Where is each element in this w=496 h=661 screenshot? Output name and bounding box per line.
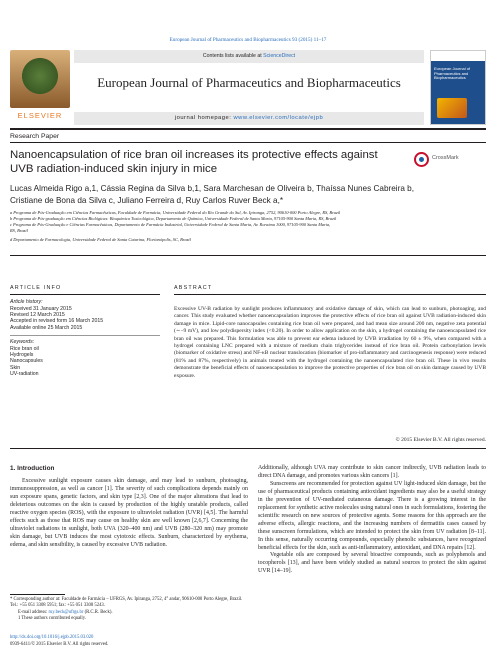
crossmark-icon xyxy=(414,152,429,167)
email-line: E-mail address: ruy.beck@ufrgs.br (R.C.R. Beck). xyxy=(18,610,113,615)
elsevier-tree-icon xyxy=(10,50,70,108)
intro-paragraph: Additionally, although UVA may contribute to skin cancer indirectly, UVB radiation leads to direct DNA damage, and promotes various skin cancers [1]. xyxy=(258,465,486,479)
history-received: Received 31 January 2015 xyxy=(10,306,72,312)
abstract-copyright: © 2015 Elsevier B.V. All rights reserved. xyxy=(395,437,486,443)
publisher-name: ELSEVIER xyxy=(17,111,63,120)
affiliation-b: b Programa de Pós-graduação em Ciências Biológicas: Bioquímica Toxicológica, Departamento de Química, Universidade Federal de Santa Maria, 97105-900 Santa Maria, RS, Brazil xyxy=(10,216,337,221)
affiliation-c-cont: RS, Brazil xyxy=(10,228,28,233)
keyword: Hydrogels xyxy=(10,352,34,359)
type-rule xyxy=(10,142,486,143)
keyword: Nanocapsules xyxy=(10,358,43,365)
journal-cover xyxy=(430,50,486,125)
cover-image xyxy=(437,98,467,118)
intro-right-column xyxy=(258,465,486,576)
abstract-text: Excessive UV-B radiation by sunlight produces inflammatory and oxidative damage of skin, which can lead to sunburn, photoaging, and cancer. This study evaluated whether nanoencapsulation improves the protective effects of rice bran oil against UVB radiation-induced skin damage in mice. Lipid-core nanocapsules containing rice bran oil were prepared, and had mean size around 200 nm, negative zeta potential (∼−9 mV), and low polydispersity index (<0.20). In order to allow application on the skin, a hydrogel containing the nanoencapsulated rice bran oil was prepared. This formulation was able to prevent ear edema induced by UVB irradiation by 60 ± 9%, when compared with a hydrogel containing LNC prepared with a mixture of medium chain triglycerides instead of rice bran oil. Protein carbonylation levels (biomarker of oxidative stress) and NF-κB nuclear translocation (biomarker of pro-inflammatory and carcinogenesis response) were reduced (81% and 87%, respectively) in animals treated with the hydrogel containing the nanoencapsulated rice bran oil. These in vivo results demonstrate the beneficial effects of nanoencapsulation to improve the protective properties of rice bran oil on skin damage caused by UVB exposure. xyxy=(174,306,486,379)
homepage-bar xyxy=(74,112,424,125)
journal-citation[interactable]: European Journal of Pharmaceutics and Biopharmaceutics 93 (2015) 11–17 xyxy=(169,37,327,43)
article-info-heading: ARTICLE INFO xyxy=(10,285,62,291)
keyword: Rice bran oil xyxy=(10,346,39,352)
history-accepted: Accepted in revised form 16 March 2015 xyxy=(10,318,104,325)
keywords-label: Keywords: xyxy=(10,339,35,345)
footnotes xyxy=(10,597,248,622)
masthead xyxy=(10,50,486,125)
sciencedirect-link[interactable]: ScienceDirect xyxy=(263,53,296,59)
journal-title: European Journal of Pharmaceutics and Biopharmaceutics xyxy=(97,75,401,90)
history-online: Available online 25 March 2015 xyxy=(10,324,83,331)
intro-paragraph: Vegetable oils are composed by several bioactive compounds, such as polyphenols and tocopherols [13], and have been widely studied as natural sources to protect the skin against UVR [14–19]. xyxy=(258,552,486,575)
abstract-heading: ABSTRACT xyxy=(174,285,213,291)
doi-link[interactable]: http://dx.doi.org/10.1016/j.ejpb.2015.03.020 xyxy=(10,635,94,640)
article-title: Nanoencapsulation of rice bran oil increases its protective effects against UVB radiation-induced skin injury in mice xyxy=(10,149,378,175)
authors-line-1: Lucas Almeida Rigo a,1, Cássia Regina da Silva b,1, Sara Marchesan de Oliveira b, Thaíssa Nunes Cabreira b, xyxy=(10,184,414,193)
footnote-rule xyxy=(10,594,65,595)
intro-heading: 1. Introduction xyxy=(10,465,55,472)
article-info-rule xyxy=(10,294,160,295)
contents-prefix: Contents lists available at xyxy=(202,53,264,59)
cover-title: European Journal of Pharmaceutics and Biopharmaceutics xyxy=(434,66,471,81)
article-history xyxy=(10,306,165,331)
keyword: UV-radiation xyxy=(10,370,39,377)
homepage-link[interactable]: www.elsevier.com/locate/ejpb xyxy=(233,115,324,121)
affiliation-d: d Departamento de Farmacologia, Universidade Federal de Santa Catarina, Florianópolis, SC, Brazil xyxy=(10,237,191,242)
corresponding-author-note: * Corresponding author at: Faculdade de Farmácia – UFRGS, Av. Ipiranga, 2752, 4° andar, 90610-000 Porto Alegre, Brazil. Tel.: +55 051 3308 5951; fax: +55 051 3308 5243. xyxy=(10,597,243,608)
author-list xyxy=(10,183,486,207)
masthead-center xyxy=(74,50,424,125)
article-history-label: Article history: xyxy=(10,299,43,305)
article-type: Research Paper xyxy=(10,133,60,140)
contents-bar xyxy=(74,50,424,63)
affiliation-rule xyxy=(10,255,486,256)
intro-paragraph: Sunscreens are recommended for protection against UV light-induced skin damage, but the use of pharmaceutical products containing antioxidant ingredients may also be a useful strategy in the prevention of UV-mediated cutaneous damage. There is a growing interest in the replacement for synthetic active molecules using natural ones in such formulations, fostering the scientific research on new sources of protective agents. Some reasons for this approach are the adverse effects, allergic reactions, and the increasing numbers of dermatitis cases caused by these sunscreen formulations, which are intended to protect the skin from UV radiation [8–11]. In this sense, naturally occurring compounds, especially phenolic substances, have recognized beneficial effects for the skin, such as anti-inflammatory, antioxidant, and DNA repairs [12]. xyxy=(258,480,486,551)
email-link[interactable]: ruy.beck@ufrgs.br xyxy=(48,610,84,615)
abstract-rule xyxy=(174,294,486,295)
affiliation-c: c Programa de Pós-Graduação e Ciências Farmacêuticas, Departamento de Farmácia Industrial, Universidade Federal de Santa Maria, Av. Roraima 1000, 97105-900 Santa Maria, xyxy=(10,222,331,227)
elsevier-logo xyxy=(10,50,70,120)
history-revised: Revised 12 March 2015 xyxy=(10,312,65,319)
header-rule xyxy=(10,128,486,130)
keyword: Skin xyxy=(10,364,21,371)
affiliation-a: a Programa de Pós-Graduação em Ciências Farmacêuticas, Faculdade de Farmácia, Universidade Federal do Rio Grande do Sul, Av. Ipiranga, 2752, 90610-000 Porto Alegre, RS, Brazil xyxy=(10,210,341,215)
authors-line-2: Cristiane de Bona da Silva c, Juliano Ferreira d, Ruy Carlos Ruver Beck a,* xyxy=(10,196,284,205)
abstract-end-rule xyxy=(10,448,486,449)
keywords-list xyxy=(10,346,165,377)
crossmark-label: CrossMark xyxy=(432,155,459,161)
issn-line: 0939-6411/© 2015 Elsevier B.V. All rights reserved. xyxy=(10,642,109,647)
intro-left-column xyxy=(10,478,248,550)
intro-paragraph: Excessive sunlight exposure causes skin damage, and may lead to sunburn, photoaging, immunosuppression, as well as cancer [1]. The severity of such complications depends mainly on sun exposure spans, genetic factors, and skin type [2,3]. One of the major alterations that lead to deleterious outcomes on the skin is caused by production of the highly unstable products, called reactive oxygen species (ROS), with the exposure to ultraviolet radiation (UVR) [4,5]. The harmful effects such as those that ROS may cause on healthy skin are well known [2,6,7]. Concerning the ultraviolet radiations in sunlight, both UVA (320–400 nm) and UVB (280–320 nm) may promote skin damage, but UVB induces the most cytotoxic effects. Sunburn, characterized by erythema, edema, and skin sensibility, is caused by excessive UVB radiation. xyxy=(10,478,248,548)
equal-contribution-note: 1 These authors contributed equally. xyxy=(18,616,86,621)
crossmark-badge[interactable] xyxy=(414,150,474,170)
homepage-prefix: journal homepage: xyxy=(174,115,234,121)
